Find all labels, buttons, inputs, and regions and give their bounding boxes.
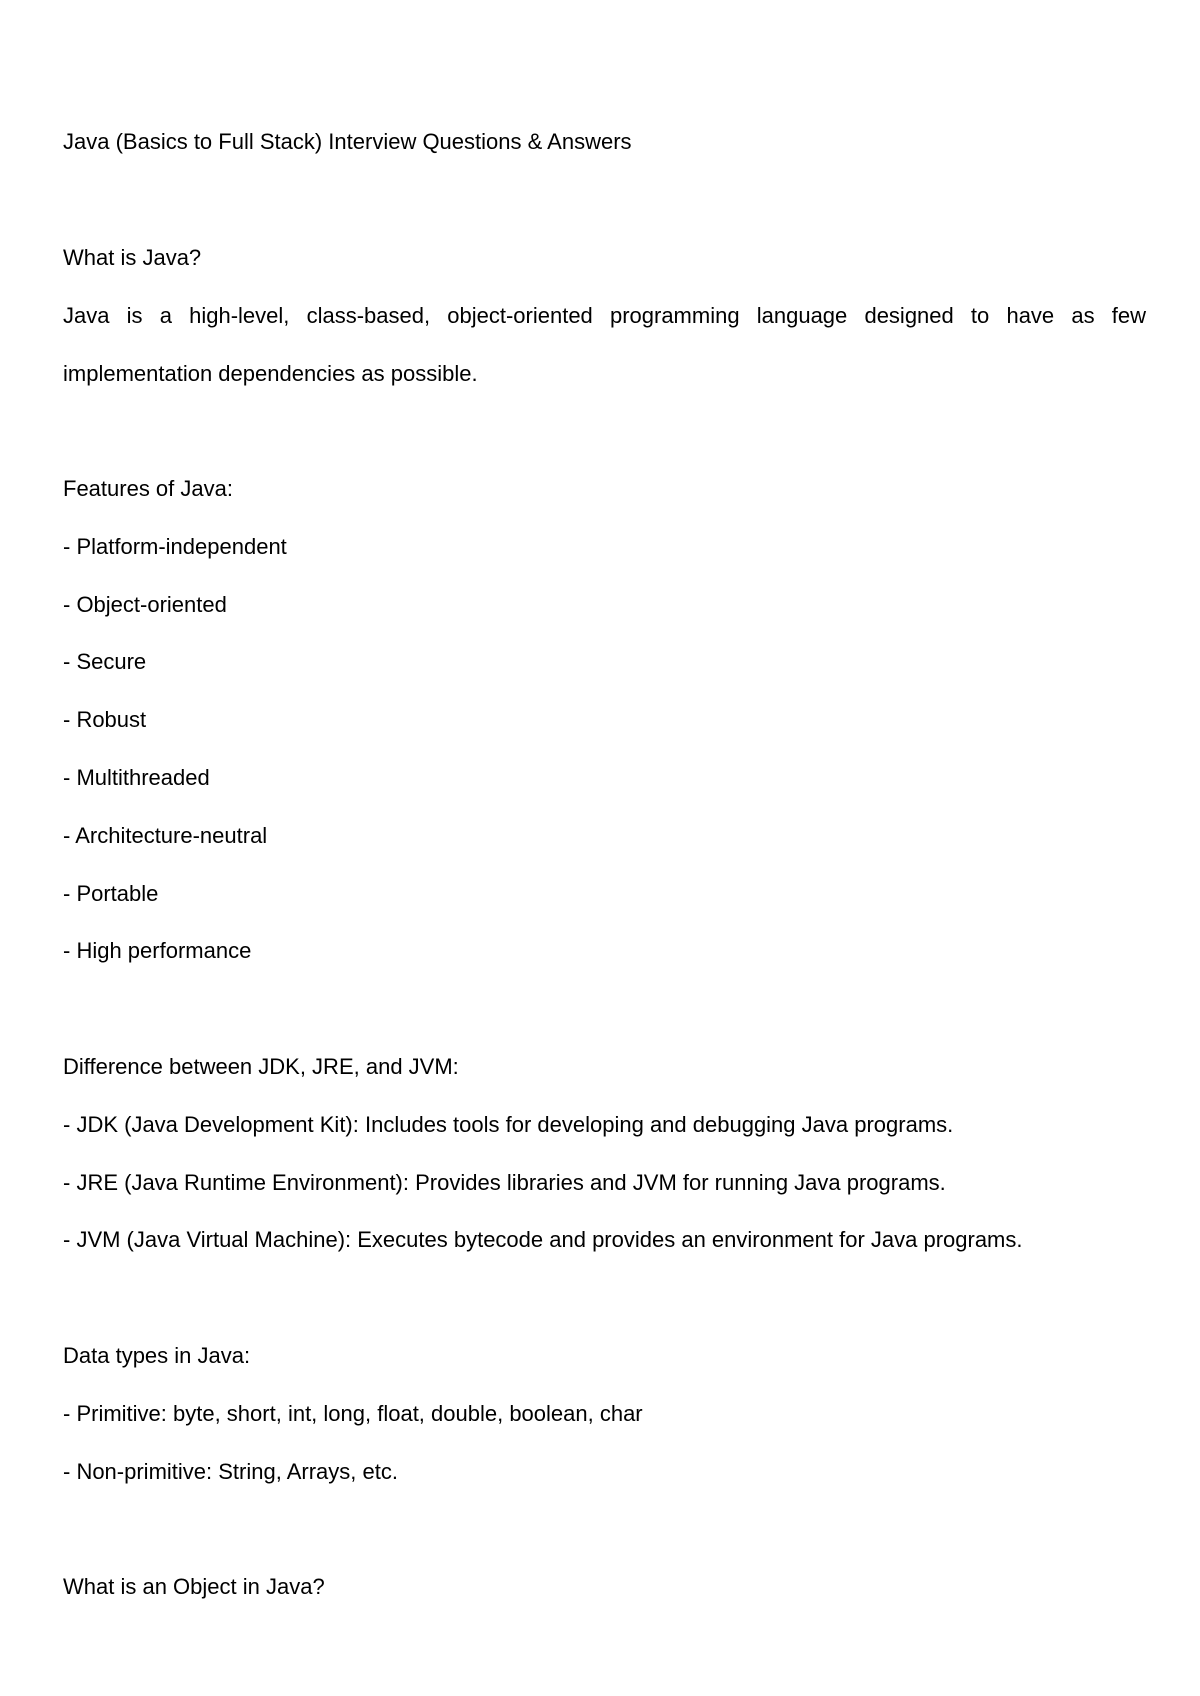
section-heading-what-is-java: What is Java? (63, 245, 202, 270)
list-item: - Robust (63, 707, 147, 732)
section-heading-jdk-jre-jvm: Difference between JDK, JRE, and JVM: (63, 1054, 459, 1079)
list-item: - Portable (63, 881, 159, 906)
document-title: Java (Basics to Full Stack) Interview Questions & Answers (63, 129, 632, 154)
list-item: - High performance (63, 938, 252, 963)
list-item: - JRE (Java Runtime Environment): Provides libraries and JVM for running Java programs. (63, 1170, 946, 1195)
list-item: - Non-primitive: String, Arrays, etc. (63, 1459, 398, 1484)
list-item: - JDK (Java Development Kit): Includes tools for developing and debugging Java programs. (63, 1112, 954, 1137)
list-item: - Object-oriented (63, 592, 227, 617)
section-heading-data-types: Data types in Java: (63, 1343, 251, 1368)
list-item: - Architecture-neutral (63, 823, 268, 848)
paragraph-line: implementation dependencies as possible. (63, 361, 478, 386)
list-item: - JVM (Java Virtual Machine): Executes bytecode and provides an environment for Java programs. (63, 1227, 1023, 1252)
list-item: - Multithreaded (63, 765, 210, 790)
paragraph-line: Java is a high-level, class-based, object-oriented programming language designed to have as few (63, 303, 1146, 328)
section-heading-object: What is an Object in Java? (63, 1574, 325, 1599)
section-heading-features: Features of Java: (63, 476, 233, 501)
list-item: - Platform-independent (63, 534, 287, 559)
list-item: - Primitive: byte, short, int, long, float, double, boolean, char (63, 1401, 643, 1426)
list-item: - Secure (63, 649, 147, 674)
